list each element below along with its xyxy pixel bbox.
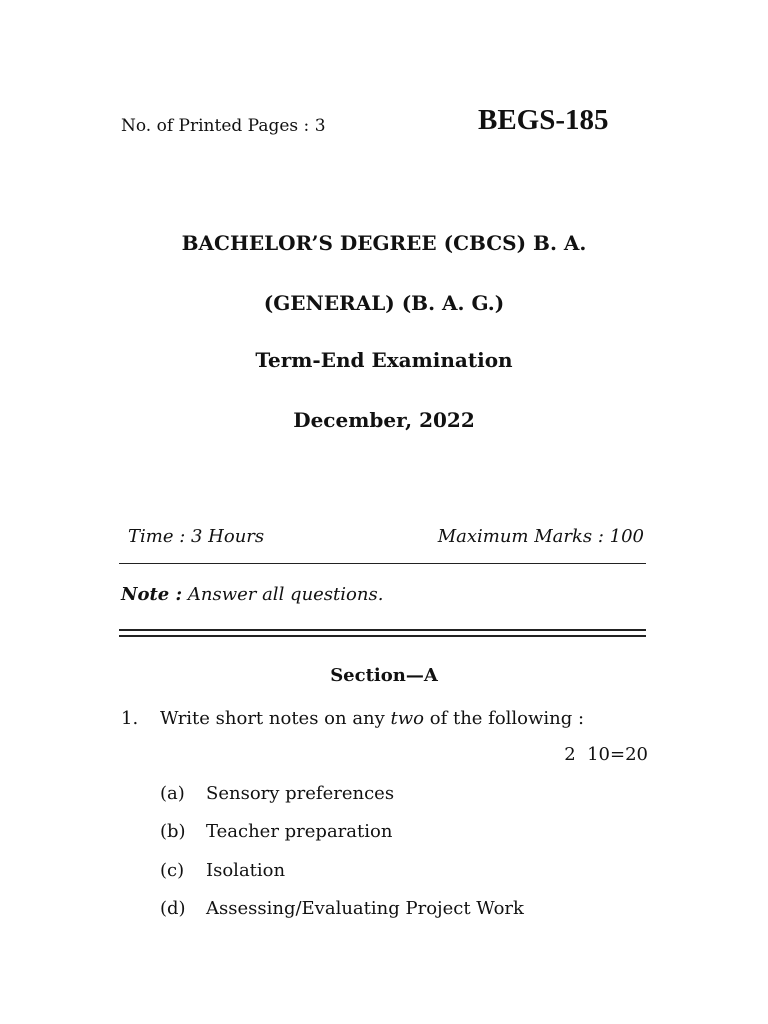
double-divider-line <box>119 629 646 637</box>
question-text <box>160 708 584 729</box>
option-label-a: (a) <box>160 783 185 804</box>
question-text-start: Write short notes on any <box>160 708 391 729</box>
degree-subtitle: (GENERAL) (B. A. G.) <box>263 291 505 315</box>
degree-title: BACHELOR’S DEGREE (CBCS) B. A. <box>181 231 587 255</box>
section-heading: Section—A <box>330 665 438 686</box>
option-text-d: Assessing/Evaluating Project Work <box>206 898 524 919</box>
exam-name: Term-End Examination <box>255 348 513 372</box>
option-text-c: Isolation <box>206 860 286 881</box>
note-label: Note : <box>121 584 183 605</box>
exam-note <box>121 584 383 605</box>
question-text-end: of the following : <box>424 708 585 729</box>
maximum-marks: Maximum Marks : 100 <box>437 526 644 547</box>
option-label-b: (b) <box>160 821 186 842</box>
option-label-d: (d) <box>160 898 186 919</box>
question-text-emphasis: two <box>390 708 425 729</box>
note-text: Answer all questions. <box>182 584 384 605</box>
exam-date: December, 2022 <box>293 408 475 432</box>
question-marks: 2 10=20 <box>564 744 648 765</box>
question-number: 1. <box>121 708 139 729</box>
exam-duration: Time : 3 Hours <box>128 526 265 547</box>
divider-line <box>119 563 646 564</box>
option-text-a: Sensory preferences <box>206 783 395 804</box>
option-text-b: Teacher preparation <box>206 821 393 842</box>
option-label-c: (c) <box>160 860 185 881</box>
paper-code: BEGS-185 <box>478 104 609 136</box>
printed-pages-count: No. of Printed Pages : 3 <box>121 116 326 136</box>
